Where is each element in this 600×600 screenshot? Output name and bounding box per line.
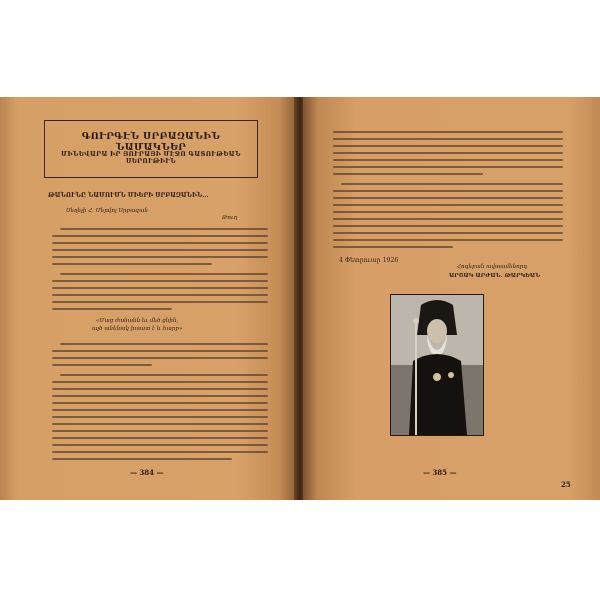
text-line (333, 232, 563, 234)
text-line (333, 166, 563, 168)
text-line (333, 173, 483, 175)
portrait-figure (391, 295, 483, 435)
section-heading: ԹԱՆՈՒՆԸ ՆԱՄՈՒՄՆ ՄԻԵՐԻ ՍՐԲԱԶԱՆԻՆ... (48, 192, 209, 199)
text-line (52, 364, 152, 366)
text-line (52, 294, 268, 296)
header-title: ԳՈՒՐԳԷՆ ՍՐԲԱԶԱՆԻՆ ՆԱՄԱԿՆԵՐ (81, 131, 221, 153)
text-line (333, 218, 563, 220)
text-line (52, 235, 268, 237)
text-line (333, 204, 563, 206)
right-page (303, 97, 600, 500)
text-line (52, 416, 268, 418)
text-line (52, 388, 268, 390)
text-line (60, 374, 268, 376)
portrait-photo (390, 294, 484, 436)
verse-line-1: «Մաց ժանանն եւ մեծ ցնին, (96, 318, 179, 324)
left-page (0, 97, 297, 500)
text-line (333, 211, 563, 213)
text-line (52, 242, 268, 244)
text-line (60, 273, 268, 275)
text-line (52, 423, 268, 425)
open-book (0, 97, 600, 500)
text-line (333, 239, 563, 241)
text-line (333, 131, 563, 133)
sheet-number: 25 (561, 480, 571, 489)
text-line (333, 246, 453, 248)
text-line (52, 256, 268, 258)
text-line (52, 381, 268, 383)
text-line (333, 145, 563, 147)
text-line (60, 343, 268, 345)
text-line (52, 409, 268, 411)
text-line (52, 430, 268, 432)
text-line (52, 357, 268, 359)
signature-line-2: ԱՐՇԱԿ ԱՐԺԱՆ. ԹԱՐԿԵԱՆ (449, 273, 541, 279)
text-line (52, 350, 268, 352)
text-line (333, 138, 563, 140)
text-line (52, 280, 268, 282)
text-line (52, 287, 268, 289)
text-line (52, 458, 232, 460)
text-line (333, 190, 563, 192)
text-line (52, 395, 268, 397)
salutation: Սեղելի Հ. Մերվոլ Սրբազան (66, 208, 148, 214)
text-line (52, 301, 268, 303)
text-line (52, 249, 268, 251)
verse-line-2: ալծ անենակ խաստ է և հարբ» (92, 326, 183, 332)
text-line (52, 402, 268, 404)
text-line (52, 308, 172, 310)
text-line (52, 451, 268, 453)
signature-line-1: Հոգեբան ավտամենորդ (457, 264, 528, 270)
letter-date: 4 Փետրուար 1926 (339, 257, 399, 264)
text-line (52, 437, 268, 439)
salutation-right: Թուղ (222, 215, 238, 221)
page-number-left: — 384 — (130, 468, 164, 477)
text-line (60, 228, 268, 230)
text-line (333, 197, 563, 199)
text-line (333, 225, 563, 227)
text-line (52, 444, 268, 446)
text-line (333, 159, 563, 161)
text-line (333, 152, 563, 154)
page-number-right: — 385 — (423, 468, 457, 477)
header-box (44, 120, 258, 178)
header-subtitle: ՄԻՆԵՎԱՐԱ ԻՐ ՅՈՒՐԱՅԻ ՄԷՋՈ ԳԱՏՈՒԹԵԱՆ ՍԵՐՈՒԹԻՒՆ (61, 151, 241, 165)
text-line (52, 263, 212, 265)
text-line (341, 183, 563, 185)
